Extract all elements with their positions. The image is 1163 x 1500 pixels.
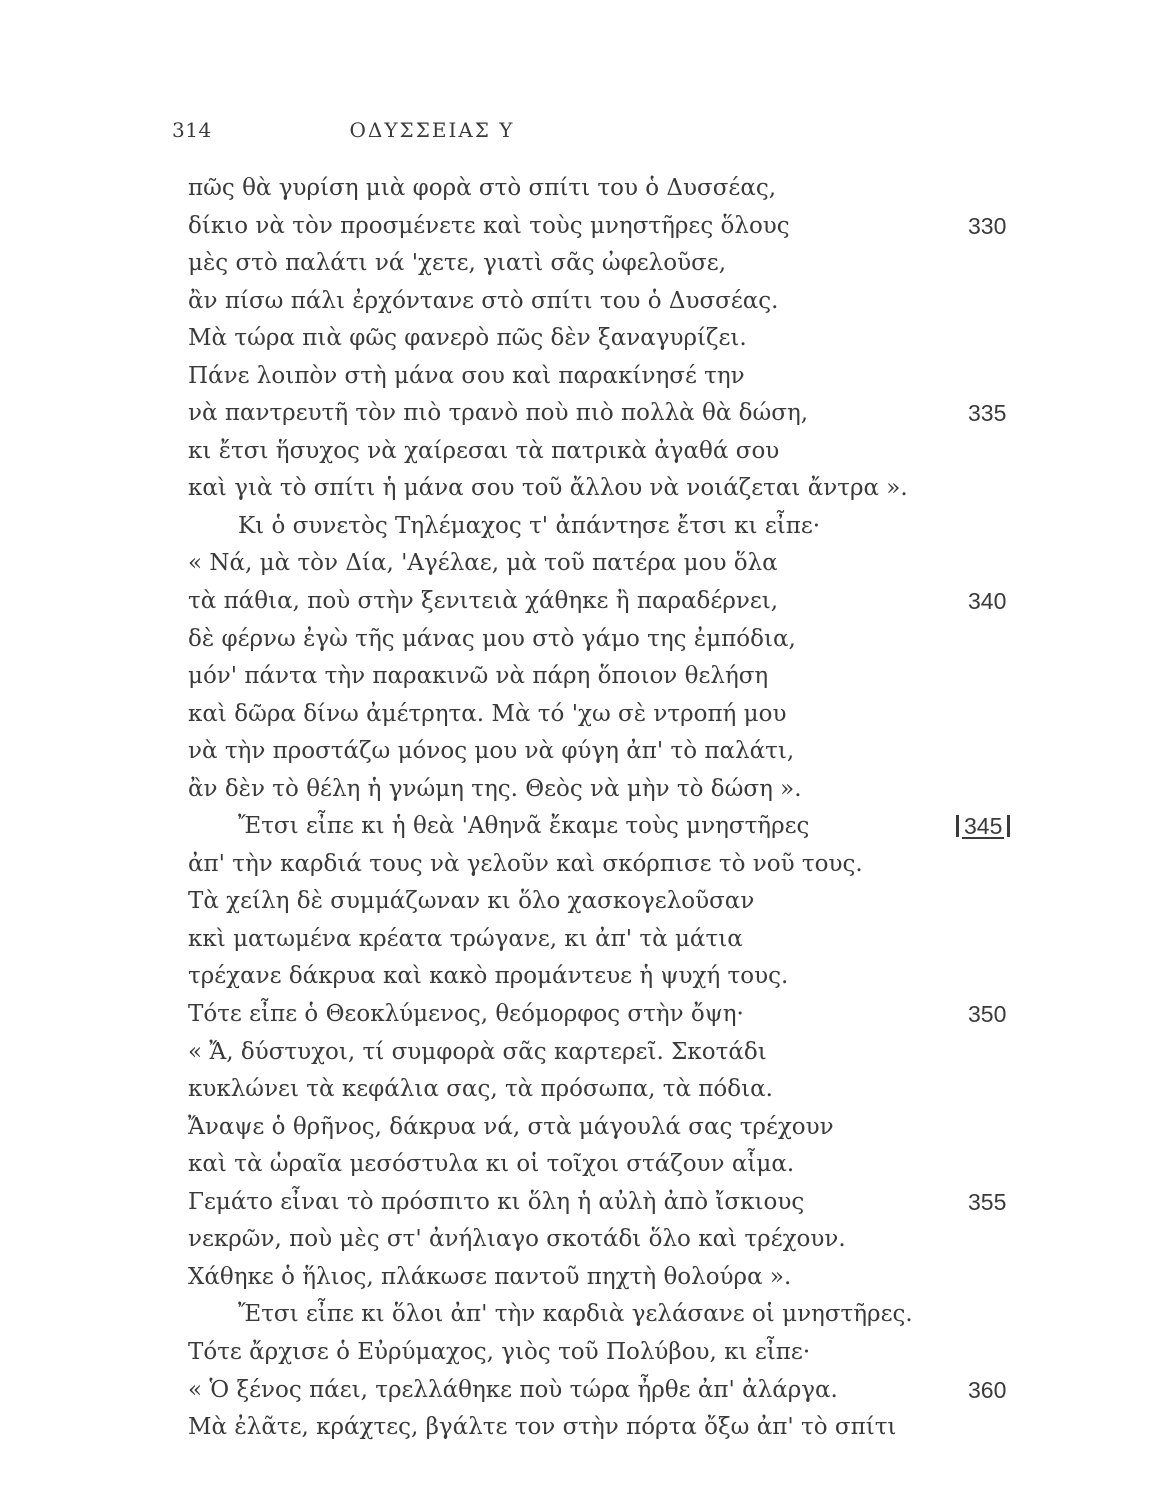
line-number: 340 — [968, 588, 1007, 615]
verse-text: δὲ φέρνω ἐγὼ τῆς μάνας μου στὸ γάμο της ἐμπόδια, — [188, 625, 796, 652]
verse-line — [188, 883, 1028, 921]
verse-text: κκὶ ματωμένα κρέατα τρώγανε, κι ἀπ' τὰ μάτια — [188, 925, 743, 952]
verse-line — [188, 358, 1028, 396]
line-number: 335 — [968, 400, 1007, 427]
verse-line — [188, 245, 1028, 283]
verse-line — [188, 583, 1028, 621]
verse-block — [188, 170, 1028, 1447]
verse-line — [188, 470, 1028, 508]
verse-line — [188, 508, 1028, 546]
verse-text: καὶ τὰ ὡραῖα μεσόστυλα κι οἱ τοῖχοι στάζουν αἷμα. — [188, 1151, 795, 1178]
verse-text: καὶ δῶρα δίνω ἀμέτρητα. Μὰ τό 'χω σὲ ντροπή μου — [188, 700, 787, 727]
verse-line — [188, 621, 1028, 659]
verse-line — [188, 1409, 1028, 1447]
verse-text: Ἔτσι εἶπε κι ἡ θεὰ 'Αθηνᾶ ἔκαμε τοὺς μνηστῆρες — [238, 813, 810, 840]
verse-text: « Ἄ, δύστυχοι, τί συμφορὰ σᾶς καρτερεῖ. Σκοτάδι — [188, 1038, 767, 1065]
verse-text: Χάθηκε ὁ ἥλιος, πλάκωσε παντοῦ πηχτὴ θολούρα ». — [188, 1263, 792, 1290]
verse-text: νὰ παντρευτῆ τὸν πιὸ τρανὸ ποὺ πιὸ πολλὰ θὰ δώση, — [188, 400, 809, 427]
verse-line — [188, 1109, 1028, 1147]
verse-line — [188, 170, 1028, 208]
page-number: 314 — [172, 118, 212, 142]
verse-line — [188, 320, 1028, 358]
verse-text: νεκρῶν, ποὺ μὲς στ' ἀνήλιαγο σκοτάδι ὅλο καὶ τρέχουν. — [188, 1226, 846, 1253]
verse-text: Ἔτσι εἶπε κι ὅλοι ἀπ' τὴν καρδιὰ γελάσανε οἱ μνηστῆρες. — [238, 1301, 913, 1328]
verse-line — [188, 1184, 1028, 1222]
verse-line — [188, 395, 1028, 433]
line-number: 360 — [968, 1376, 1007, 1403]
verse-text: ἂν πίσω πάλι ἐρχόντανε στὸ σπίτι του ὁ Δυσσέας. — [188, 287, 779, 314]
verse-text: Τότε εἶπε ὁ Θεοκλύμενος, θεόμορφος στὴν ὄψη· — [188, 1001, 744, 1028]
verse-text: τρέχανε δάκρυα καὶ κακὸ προμάντευε ἡ ψυχή τους. — [188, 963, 789, 990]
verse-line — [188, 433, 1028, 471]
verse-text: ἂν δὲν τὸ θέλη ἡ γνώμη της. Θεὸς νὰ μὴν τὸ δώση ». — [188, 775, 802, 802]
verse-text: πῶς θὰ γυρίση μιὰ φορὰ στὸ σπίτι του ὁ Δυσσέας, — [188, 175, 777, 201]
verse-text: ἀπ' τὴν καρδιά τους νὰ γελοῦν καὶ σκόρπισε τὸ νοῦ τους. — [188, 850, 863, 877]
line-number: 350 — [968, 1001, 1007, 1028]
verse-line — [188, 208, 1028, 246]
verse-line — [188, 1334, 1028, 1372]
verse-line — [188, 1034, 1028, 1072]
verse-line — [188, 1146, 1028, 1184]
verse-line — [188, 696, 1028, 734]
verse-line — [188, 283, 1028, 321]
verse-line — [188, 846, 1028, 884]
line-number-boxed: 345 — [964, 813, 1003, 840]
line-number — [953, 808, 1013, 846]
verse-text: « Ὁ ξένος πάει, τρελλάθηκε ποὺ τώρα ἦρθε ἀπ' ἀλάργα. — [188, 1376, 838, 1403]
verse-text: κυκλώνει τὰ κεφάλια σας, τὰ πρόσωπα, τὰ πόδια. — [188, 1076, 773, 1103]
verse-text: « Νά, μὰ τὸν Δία, 'Αγέλαε, μὰ τοῦ πατέρα μου ὅλα — [188, 550, 778, 577]
verse-line — [188, 996, 1028, 1034]
verse-line — [188, 921, 1028, 959]
verse-line — [188, 658, 1028, 696]
verse-line — [188, 1296, 1028, 1334]
verse-text: Μὰ ἐλᾶτε, κράχτες, βγάλτε τον στὴν πόρτα ὄξω ἀπ' τὸ σπίτι — [188, 1414, 897, 1441]
page-header — [172, 118, 692, 146]
verse-text: Γεμάτο εἶναι τὸ πρόσπιτο κι ὅλη ἡ αὐλὴ ἀπὸ ἴσκιους — [188, 1188, 805, 1215]
verse-text: δίκιο νὰ τὸν προσμένετε καὶ τοὺς μνηστῆρες ὅλους — [188, 212, 790, 239]
verse-line — [188, 1221, 1028, 1259]
verse-line — [188, 1071, 1028, 1109]
line-number: 355 — [968, 1188, 1007, 1215]
verse-text: Πάνε λοιπὸν στὴ μάνα σου καὶ παρακίνησέ την — [188, 362, 745, 389]
verse-line — [188, 1372, 1028, 1410]
verse-text: Τὰ χείλη δὲ συμμάζωναν κι ὅλο χασκογελοῦσαν — [188, 888, 755, 915]
line-number: 330 — [968, 212, 1007, 239]
verse-line — [188, 1259, 1028, 1297]
verse-line — [188, 545, 1028, 583]
verse-text: μόν' πάντα τὴν παρακινῶ νὰ πάρη ὅποιον θελήση — [188, 663, 769, 690]
verse-line — [188, 733, 1028, 771]
verse-line — [188, 771, 1028, 809]
verse-text: Τότε ἄρχισε ὁ Εὐρύμαχος, γιὸς τοῦ Πολύβου, κι εἶπε· — [188, 1338, 811, 1365]
verse-text: καὶ γιὰ τὸ σπίτι ἡ μάνα σου τοῦ ἄλλου νὰ νοιάζεται ἄντρα ». — [188, 475, 908, 502]
running-head: ΟΔΥΣΣΕΙΑΣ Υ — [349, 118, 515, 142]
verse-text: τὰ πάθια, ποὺ στὴν ξενιτειὰ χάθηκε ἢ παραδέρνει, — [188, 588, 779, 615]
verse-text: μὲς στὸ παλάτι νά 'χετε, γιατὶ σᾶς ὠφελοῦσε, — [188, 250, 727, 277]
verse-text: Μὰ τώρα πιὰ φῶς φανερὸ πῶς δὲν ξαναγυρίζει. — [188, 325, 747, 352]
verse-line — [188, 808, 1028, 846]
verse-text: Ἄναψε ὁ θρῆνος, δάκρυα νά, στὰ μάγουλά σας τρέχουν — [188, 1113, 834, 1140]
verse-line — [188, 958, 1028, 996]
verse-text: κι ἔτσι ἥσυχος νὰ χαίρεσαι τὰ πατρικὰ ἀγαθά σου — [188, 437, 780, 464]
verse-text: νὰ τὴν προστάζω μόνος μου νὰ φύγη ἀπ' τὸ παλάτι, — [188, 738, 795, 765]
verse-text: Κι ὁ συνετὸς Τηλέμαχος τ' ἀπάντησε ἔτσι κι εἶπε· — [238, 512, 821, 539]
